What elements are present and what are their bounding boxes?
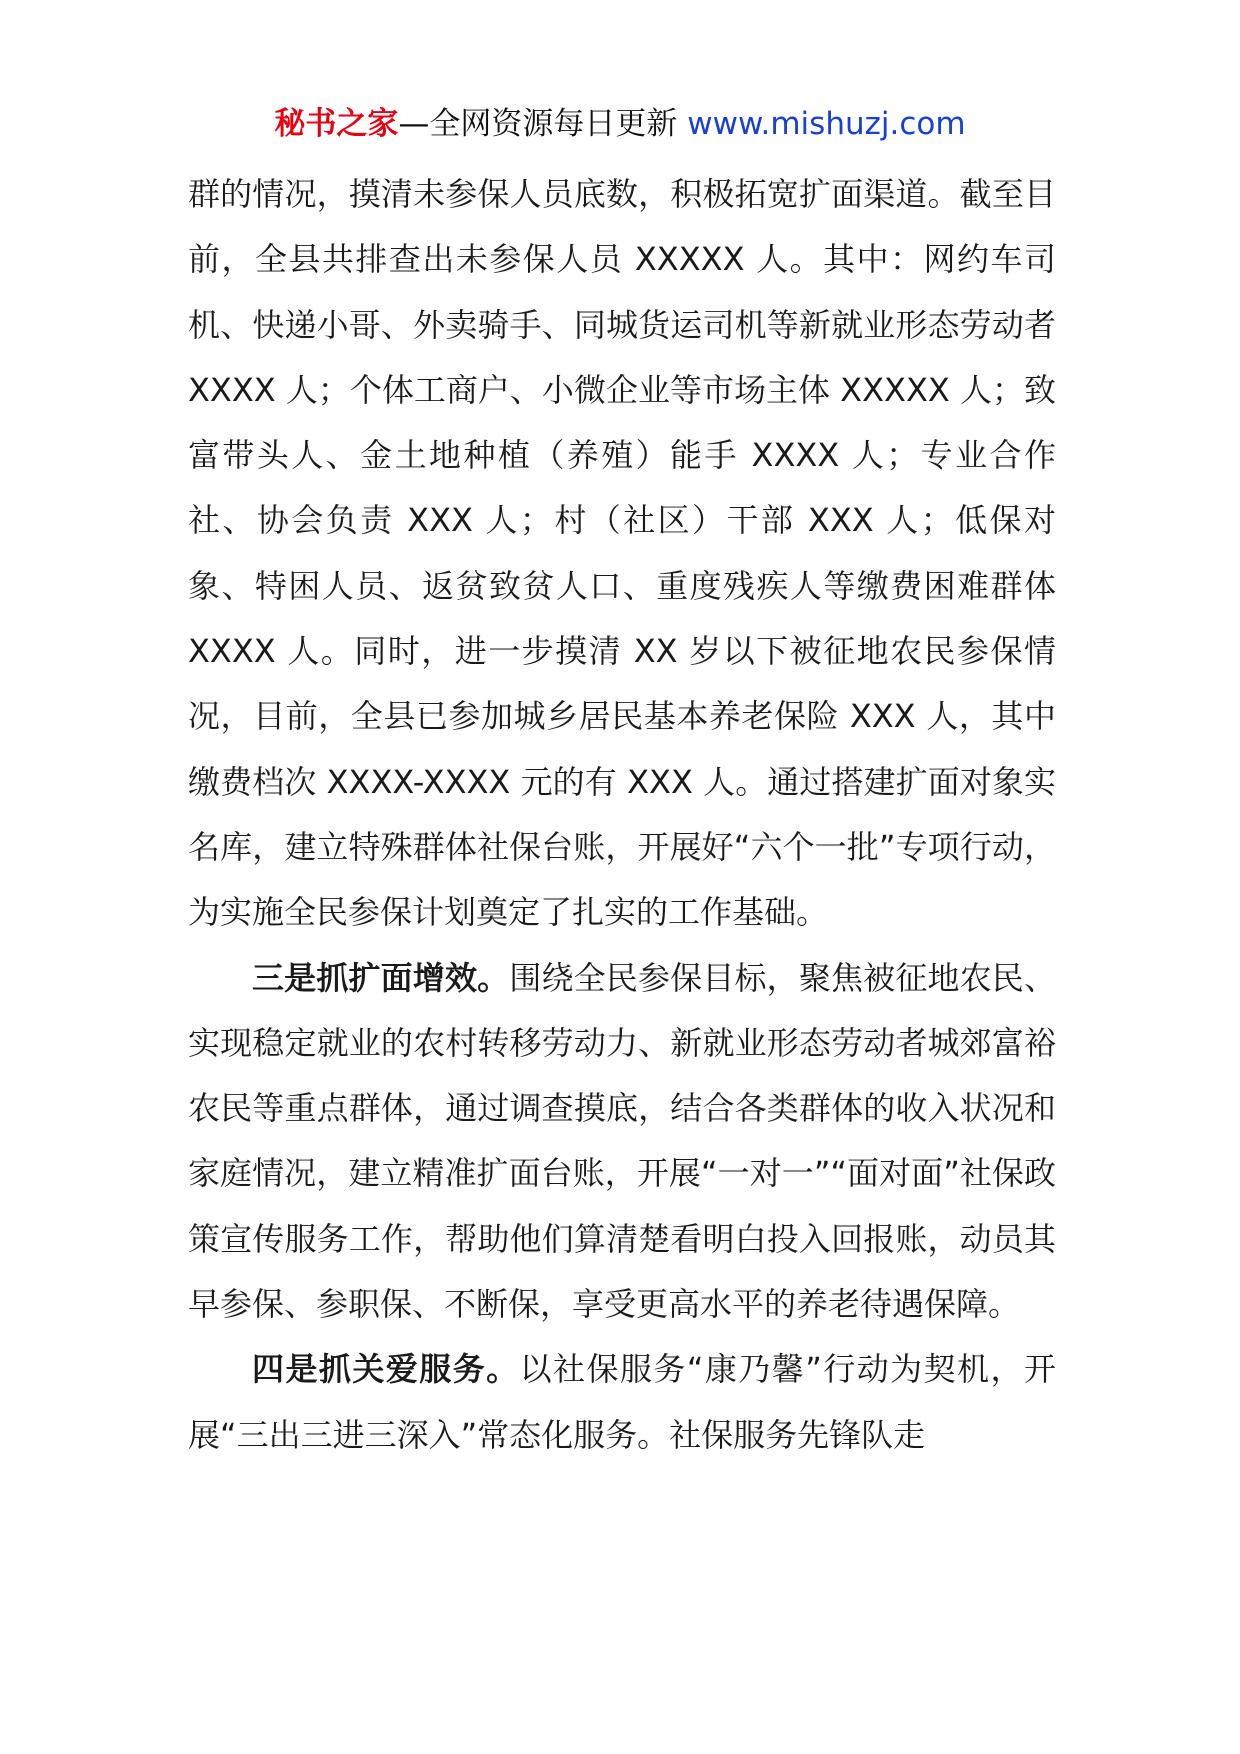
body-paragraph (188, 1337, 1056, 1468)
paragraph-text: 围绕全民参保目标，聚焦被征地农民、实现稳定就业的农村转移劳动力、新就业形态劳动者城郊富裕农民等重点群体，通过调查摸底，结合各类群体的收入状况和家庭情况，建立精准扩面台账，开展“一对一”“面对面”社保政策宣传服务工作，帮助他们算清楚看明白投入回报账，动员其早参保、参职保、不断保，享受更高水平的养老待遇保障。 (188, 958, 1056, 1324)
paragraph-lead: 三是抓扩面增效。 (252, 958, 510, 997)
paragraph-lead: 四是抓关爱服务。 (252, 1350, 520, 1389)
document-body (188, 162, 1056, 1468)
site-brand: 秘书之家 (274, 106, 399, 142)
body-paragraph: 群的情况，摸清未参保人员底数，积极拓宽扩面渠道。截至目前，全县共排查出未参保人员 XXXXX 人。其中：网约车司机、快递小哥、外卖骑手、同城货运司机等新就业形态劳动者 XXXX 人；个体工商户、小微企业等市场主体 XXXXX 人；致富带头人、金土地种植（养殖）能手 XXXX 人；专业合作社、协会负责 XXX 人；村（社区）干部 XXX 人；低保对象、特困人员、返贫致贫人口、重度残疾人等缴费困难群体 XXXX 人。同时，进一步摸清 XX 岁以下被征地农民参保情况，目前，全县已参加城乡居民基本养老保险 XXX 人，其中缴费档次 XXXX-XXXX 元的有 XXX 人。通过搭建扩面对象实名库，建立特殊群体社保台账，开展好“六个一批”专项行动，为实施全民参保计划奠定了扎实的工作基础。 (188, 175, 1056, 932)
site-url-link[interactable]: www.mishuzj.com (687, 106, 966, 142)
page-header (0, 100, 1240, 148)
site-tagline: —全网资源每日更新 (398, 106, 678, 142)
body-paragraph (188, 946, 1056, 1338)
paragraph-text: 以社保服务“康乃馨”行动为契机，开展“三出三进三深入”常态化服务。社保服务先锋队走 (188, 1350, 1056, 1454)
